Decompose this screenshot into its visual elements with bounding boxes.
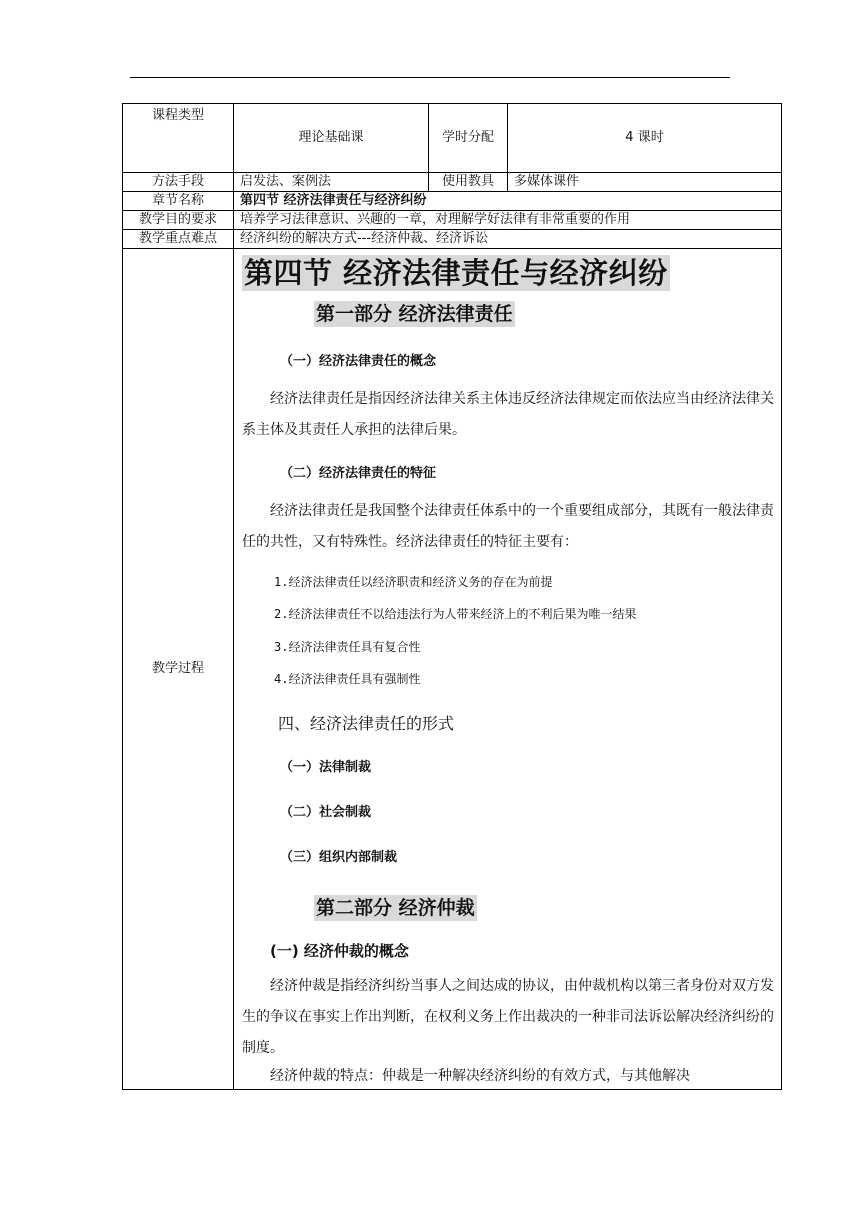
sec4-heading: 四、经济法律责任的形式 (278, 714, 455, 733)
process-content (234, 249, 782, 1090)
process-label: 教学过程 (123, 249, 234, 1090)
method-label: 方法手段 (123, 173, 234, 192)
para1: 经济法律责任是指因经济法律关系主体违反经济法律规定而依法应当由经济法律关系主体及其责任人承担的法律后果。 (242, 391, 774, 438)
part1-heading: 第一部分 经济法律责任 (316, 303, 513, 325)
course-type-label: 课程类型 (123, 104, 234, 173)
para2: 经济法律责任是我国整个法律责任体系中的一个重要组成部分，其既有一般法律责任的共性，又有特殊性。经济法律责任的特征主要有： (242, 503, 774, 550)
para4: 经济仲裁的特点：仲裁是一种解决经济纠纷的有效方式，与其他解决 (270, 1068, 690, 1084)
header-rule (130, 77, 730, 78)
method-value: 启发法、案例法 (234, 173, 429, 192)
sub2-heading: （二）经济法律责任的特征 (280, 466, 437, 481)
form-item: （二）社会制裁 (280, 805, 372, 820)
hours-label: 学时分配 (429, 104, 508, 173)
chapter-value: 第四节 经济法律责任与经济纠纷 (234, 192, 782, 211)
sub3-heading: (一) 经济仲裁的概念 (270, 942, 409, 960)
course-type-value: 理论基础课 (234, 104, 429, 173)
sub1-heading: （一）经济法律责任的概念 (280, 354, 437, 369)
goal-label: 教学目的要求 (123, 211, 234, 230)
list-item: 2.经济法律责任不以给违法行为人带来经济上的不利后果为唯一结果 (274, 607, 637, 621)
para3: 经济仲裁是指经济纠纷当事人之间达成的协议，由仲裁机构以第三者身份对双方发生的争议在事实上作出判断，在权利义务上作出裁决的一种非司法诉讼解决经济纠纷的制度。 (242, 978, 774, 1056)
tools-value: 多媒体课件 (508, 173, 782, 192)
hours-value: 4 课时 (508, 104, 782, 173)
key-label: 教学重点难点 (123, 230, 234, 249)
list-item: 4.经济法律责任具有强制性 (274, 672, 421, 686)
key-value: 经济纠纷的解决方式---经济仲裁、经济诉讼 (234, 230, 782, 249)
tools-label: 使用教具 (429, 173, 508, 192)
list-item: 3.经济法律责任具有复合性 (274, 640, 421, 654)
chapter-label: 章节名称 (123, 192, 234, 211)
lesson-plan-table (122, 103, 782, 1090)
section-title: 第四节 经济法律责任与经济纠纷 (244, 256, 668, 290)
form-item: （一）法律制裁 (280, 760, 372, 775)
goal-value: 培养学习法律意识、兴趣的一章，对理解学好法律有非常重要的作用 (234, 211, 782, 230)
part2-heading: 第二部分 经济仲裁 (316, 897, 475, 919)
form-item: （三）组织内部制裁 (280, 850, 398, 865)
list-item: 1.经济法律责任以经济职责和经济义务的存在为前提 (274, 575, 553, 589)
